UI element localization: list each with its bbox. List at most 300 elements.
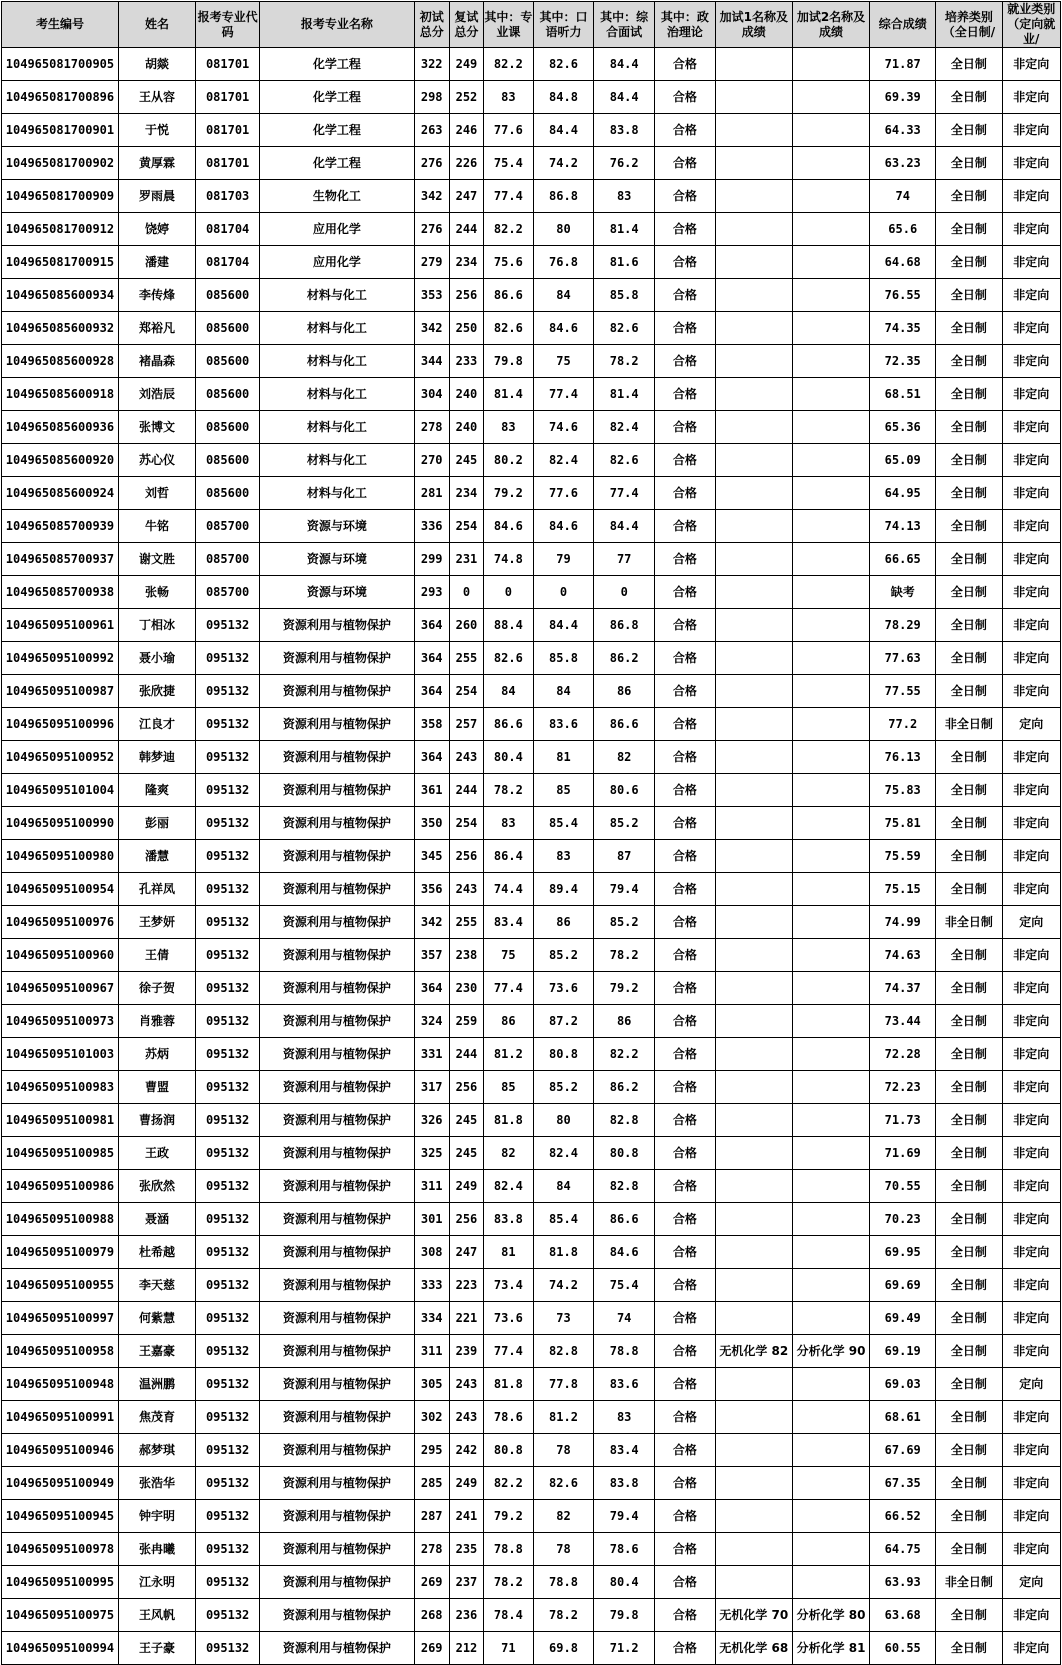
cell-major-name: 资源利用与植物保护 (260, 906, 414, 939)
cell-student-id: 104965085600924 (2, 477, 119, 510)
table-row (2, 48, 1061, 81)
cell-major-course: 81.8 (484, 1104, 534, 1137)
cell-politics: 合格 (655, 642, 716, 675)
table-row (2, 1368, 1061, 1401)
cell-prelim-total: 325 (414, 1137, 449, 1170)
cell-name: 温洲鹏 (118, 1368, 195, 1401)
cell-major-course: 83.8 (484, 1203, 534, 1236)
cell-extra-test-2 (792, 1071, 869, 1104)
cell-major-course: 79.2 (484, 477, 534, 510)
cell-retest-total: 260 (449, 609, 483, 642)
cell-extra-test-1 (715, 510, 792, 543)
cell-retest-total: 256 (449, 279, 483, 312)
cell-extra-test-1 (715, 1203, 792, 1236)
cell-major-code: 085700 (196, 576, 260, 609)
cell-prelim-total: 364 (414, 972, 449, 1005)
cell-retest-total: 257 (449, 708, 483, 741)
cell-major-course: 75.4 (484, 147, 534, 180)
cell-retest-total: 221 (449, 1302, 483, 1335)
cell-interview: 86 (594, 675, 655, 708)
cell-final-score: 76.55 (870, 279, 936, 312)
cell-study-type: 全日制 (936, 279, 1002, 312)
cell-employment-type: 非定向 (1002, 1467, 1061, 1500)
cell-student-id: 104965095100976 (2, 906, 119, 939)
cell-student-id: 104965095100981 (2, 1104, 119, 1137)
table-row (2, 807, 1061, 840)
cell-major-code: 085600 (196, 279, 260, 312)
cell-name: 牛铭 (118, 510, 195, 543)
cell-final-score: 69.03 (870, 1368, 936, 1401)
table-row (2, 873, 1061, 906)
cell-employment-type: 非定向 (1002, 741, 1061, 774)
cell-politics: 合格 (655, 1533, 716, 1566)
cell-final-score: 64.75 (870, 1533, 936, 1566)
cell-employment-type: 非定向 (1002, 675, 1061, 708)
cell-prelim-total: 353 (414, 279, 449, 312)
cell-major-code: 095132 (196, 1071, 260, 1104)
cell-prelim-total: 364 (414, 741, 449, 774)
cell-major-name: 资源利用与植物保护 (260, 1170, 414, 1203)
cell-politics: 合格 (655, 312, 716, 345)
cell-retest-total: 212 (449, 1632, 483, 1665)
cell-student-id: 104965095100988 (2, 1203, 119, 1236)
cell-major-course: 86.6 (484, 708, 534, 741)
cell-major-code: 095132 (196, 1599, 260, 1632)
cell-name: 聂涵 (118, 1203, 195, 1236)
cell-retest-total: 240 (449, 411, 483, 444)
cell-interview: 80.8 (594, 1137, 655, 1170)
cell-final-score: 70.23 (870, 1203, 936, 1236)
cell-extra-test-1 (715, 213, 792, 246)
cell-employment-type: 非定向 (1002, 444, 1061, 477)
cell-oral-listening: 82.4 (533, 1137, 594, 1170)
cell-politics: 合格 (655, 1104, 716, 1137)
cell-major-course: 84 (484, 675, 534, 708)
cell-employment-type: 非定向 (1002, 1302, 1061, 1335)
cell-name: 焦茂育 (118, 1401, 195, 1434)
cell-student-id: 104965095100946 (2, 1434, 119, 1467)
column-header-major-course: 其中：专业课 (484, 2, 534, 48)
cell-oral-listening: 85.4 (533, 807, 594, 840)
cell-major-code: 081701 (196, 147, 260, 180)
table-row (2, 840, 1061, 873)
cell-employment-type: 非定向 (1002, 576, 1061, 609)
cell-major-name: 资源利用与植物保护 (260, 1566, 414, 1599)
cell-name: 张欣然 (118, 1170, 195, 1203)
cell-final-score: 73.44 (870, 1005, 936, 1038)
cell-major-course: 79.2 (484, 1500, 534, 1533)
cell-student-id: 104965085700939 (2, 510, 119, 543)
cell-extra-test-2 (792, 642, 869, 675)
cell-interview: 86.6 (594, 708, 655, 741)
cell-name: 苏心仪 (118, 444, 195, 477)
cell-interview: 79.2 (594, 972, 655, 1005)
cell-prelim-total: 324 (414, 1005, 449, 1038)
table-row (2, 1203, 1061, 1236)
cell-major-name: 资源利用与植物保护 (260, 873, 414, 906)
cell-extra-test-1 (715, 741, 792, 774)
cell-prelim-total: 333 (414, 1269, 449, 1302)
cell-study-type: 全日制 (936, 1236, 1002, 1269)
cell-prelim-total: 311 (414, 1170, 449, 1203)
cell-oral-listening: 82 (533, 1500, 594, 1533)
cell-student-id: 104965081700909 (2, 180, 119, 213)
cell-politics: 合格 (655, 1071, 716, 1104)
cell-student-id: 104965095100985 (2, 1137, 119, 1170)
cell-retest-total: 243 (449, 1368, 483, 1401)
cell-study-type: 全日制 (936, 1368, 1002, 1401)
cell-prelim-total: 268 (414, 1599, 449, 1632)
cell-name: 彭丽 (118, 807, 195, 840)
cell-major-code: 095132 (196, 1104, 260, 1137)
cell-study-type: 全日制 (936, 1500, 1002, 1533)
cell-employment-type: 非定向 (1002, 1236, 1061, 1269)
cell-study-type: 全日制 (936, 411, 1002, 444)
cell-major-name: 资源利用与植物保护 (260, 1599, 414, 1632)
cell-retest-total: 244 (449, 774, 483, 807)
cell-major-course: 80.8 (484, 1434, 534, 1467)
table-row (2, 708, 1061, 741)
cell-extra-test-2 (792, 48, 869, 81)
cell-extra-test-1 (715, 411, 792, 444)
cell-study-type: 全日制 (936, 1434, 1002, 1467)
cell-interview: 81.4 (594, 213, 655, 246)
cell-student-id: 104965095100949 (2, 1467, 119, 1500)
cell-oral-listening: 83 (533, 840, 594, 873)
cell-major-course: 79.8 (484, 345, 534, 378)
cell-study-type: 全日制 (936, 312, 1002, 345)
cell-major-code: 081701 (196, 48, 260, 81)
cell-major-name: 资源利用与植物保护 (260, 1401, 414, 1434)
cell-oral-listening: 86.8 (533, 180, 594, 213)
cell-major-name: 材料与化工 (260, 378, 414, 411)
cell-prelim-total: 308 (414, 1236, 449, 1269)
cell-name: 谢文胜 (118, 543, 195, 576)
table-row (2, 543, 1061, 576)
cell-interview: 84.4 (594, 81, 655, 114)
cell-extra-test-1 (715, 81, 792, 114)
cell-major-code: 085600 (196, 444, 260, 477)
cell-name: 钟宇明 (118, 1500, 195, 1533)
cell-extra-test-1 (715, 840, 792, 873)
cell-oral-listening: 87.2 (533, 1005, 594, 1038)
cell-politics: 合格 (655, 147, 716, 180)
cell-name: 刘浩辰 (118, 378, 195, 411)
cell-major-code: 085600 (196, 312, 260, 345)
table-row (2, 1137, 1061, 1170)
cell-oral-listening: 85.8 (533, 642, 594, 675)
cell-extra-test-2 (792, 939, 869, 972)
cell-extra-test-2 (792, 312, 869, 345)
cell-major-course: 83 (484, 411, 534, 444)
cell-major-course: 0 (484, 576, 534, 609)
cell-major-course: 81 (484, 1236, 534, 1269)
cell-major-code: 095132 (196, 1236, 260, 1269)
cell-major-course: 86.6 (484, 279, 534, 312)
table-row (2, 1071, 1061, 1104)
cell-final-score: 69.69 (870, 1269, 936, 1302)
cell-major-code: 081703 (196, 180, 260, 213)
cell-major-course: 83 (484, 81, 534, 114)
table-row (2, 1236, 1061, 1269)
cell-prelim-total: 293 (414, 576, 449, 609)
cell-prelim-total: 364 (414, 609, 449, 642)
cell-extra-test-1 (715, 1401, 792, 1434)
column-header-extra-test-2: 加试2名称及成绩 (792, 2, 869, 48)
cell-interview: 83 (594, 1401, 655, 1434)
cell-student-id: 104965095100987 (2, 675, 119, 708)
cell-oral-listening: 74.2 (533, 147, 594, 180)
cell-student-id: 104965085600934 (2, 279, 119, 312)
cell-name: 王风帆 (118, 1599, 195, 1632)
cell-extra-test-2 (792, 741, 869, 774)
cell-oral-listening: 84.4 (533, 609, 594, 642)
cell-oral-listening: 84.8 (533, 81, 594, 114)
cell-retest-total: 238 (449, 939, 483, 972)
cell-major-course: 86.4 (484, 840, 534, 873)
cell-oral-listening: 77.6 (533, 477, 594, 510)
cell-major-course: 81.8 (484, 1368, 534, 1401)
cell-politics: 合格 (655, 807, 716, 840)
cell-student-id: 104965085600932 (2, 312, 119, 345)
cell-extra-test-2 (792, 1533, 869, 1566)
cell-extra-test-1 (715, 345, 792, 378)
cell-extra-test-1 (715, 1170, 792, 1203)
cell-employment-type: 非定向 (1002, 411, 1061, 444)
cell-prelim-total: 364 (414, 675, 449, 708)
cell-name: 李天慈 (118, 1269, 195, 1302)
cell-study-type: 全日制 (936, 576, 1002, 609)
cell-oral-listening: 81 (533, 741, 594, 774)
cell-prelim-total: 361 (414, 774, 449, 807)
cell-politics: 合格 (655, 1401, 716, 1434)
cell-student-id: 104965095100996 (2, 708, 119, 741)
cell-interview: 79.8 (594, 1599, 655, 1632)
cell-retest-total: 240 (449, 378, 483, 411)
cell-oral-listening: 0 (533, 576, 594, 609)
cell-employment-type: 非定向 (1002, 1269, 1061, 1302)
cell-study-type: 全日制 (936, 246, 1002, 279)
column-header-oral-listening: 其中：口语听力 (533, 2, 594, 48)
cell-major-code: 095132 (196, 906, 260, 939)
cell-major-code: 085600 (196, 477, 260, 510)
cell-name: 刘哲 (118, 477, 195, 510)
table-row (2, 906, 1061, 939)
cell-major-code: 095132 (196, 972, 260, 1005)
cell-oral-listening: 82.6 (533, 48, 594, 81)
cell-study-type: 全日制 (936, 477, 1002, 510)
cell-major-code: 095132 (196, 1038, 260, 1071)
cell-extra-test-1 (715, 1566, 792, 1599)
cell-student-id: 104965095100975 (2, 1599, 119, 1632)
cell-name: 隆爽 (118, 774, 195, 807)
cell-retest-total: 256 (449, 840, 483, 873)
cell-prelim-total: 276 (414, 213, 449, 246)
cell-student-id: 104965081700905 (2, 48, 119, 81)
cell-major-code: 095132 (196, 642, 260, 675)
cell-extra-test-1 (715, 1137, 792, 1170)
cell-interview: 84.6 (594, 1236, 655, 1269)
cell-final-score: 69.39 (870, 81, 936, 114)
cell-retest-total: 252 (449, 81, 483, 114)
cell-oral-listening: 81.2 (533, 1401, 594, 1434)
cell-extra-test-1 (715, 642, 792, 675)
cell-study-type: 全日制 (936, 1269, 1002, 1302)
cell-extra-test-2: 分析化学 90 (792, 1335, 869, 1368)
cell-interview: 87 (594, 840, 655, 873)
cell-prelim-total: 279 (414, 246, 449, 279)
cell-extra-test-1 (715, 906, 792, 939)
cell-study-type: 全日制 (936, 147, 1002, 180)
cell-retest-total: 254 (449, 675, 483, 708)
cell-employment-type: 非定向 (1002, 1500, 1061, 1533)
cell-final-score: 77.63 (870, 642, 936, 675)
cell-interview: 86.2 (594, 1071, 655, 1104)
cell-final-score: 72.35 (870, 345, 936, 378)
table-row (2, 939, 1061, 972)
table-row (2, 1302, 1061, 1335)
cell-extra-test-1 (715, 48, 792, 81)
cell-interview: 81.6 (594, 246, 655, 279)
cell-extra-test-1 (715, 708, 792, 741)
cell-final-score: 75.59 (870, 840, 936, 873)
cell-major-code: 095132 (196, 774, 260, 807)
cell-politics: 合格 (655, 1467, 716, 1500)
cell-extra-test-1 (715, 1368, 792, 1401)
cell-student-id: 104965095100967 (2, 972, 119, 1005)
cell-major-code: 081701 (196, 81, 260, 114)
cell-study-type: 全日制 (936, 1203, 1002, 1236)
cell-employment-type: 非定向 (1002, 1104, 1061, 1137)
cell-extra-test-1 (715, 1005, 792, 1038)
cell-student-id: 104965081700902 (2, 147, 119, 180)
cell-name: 王嘉豪 (118, 1335, 195, 1368)
cell-prelim-total: 269 (414, 1566, 449, 1599)
cell-employment-type: 非定向 (1002, 1599, 1061, 1632)
cell-interview: 76.2 (594, 147, 655, 180)
cell-employment-type: 定向 (1002, 1566, 1061, 1599)
cell-final-score: 65.36 (870, 411, 936, 444)
cell-retest-total: 234 (449, 477, 483, 510)
cell-prelim-total: 350 (414, 807, 449, 840)
cell-oral-listening: 69.8 (533, 1632, 594, 1665)
cell-major-name: 资源利用与植物保护 (260, 807, 414, 840)
cell-major-course: 80.2 (484, 444, 534, 477)
cell-major-name: 化学工程 (260, 81, 414, 114)
cell-final-score: 69.49 (870, 1302, 936, 1335)
cell-politics: 合格 (655, 741, 716, 774)
cell-major-code: 095132 (196, 708, 260, 741)
cell-final-score: 78.29 (870, 609, 936, 642)
cell-interview: 86.6 (594, 1203, 655, 1236)
cell-major-code: 095132 (196, 840, 260, 873)
column-header-major-code: 报考专业代码 (196, 2, 260, 48)
cell-major-name: 材料与化工 (260, 411, 414, 444)
cell-extra-test-2 (792, 345, 869, 378)
cell-prelim-total: 358 (414, 708, 449, 741)
cell-oral-listening: 78 (533, 1533, 594, 1566)
cell-oral-listening: 78.2 (533, 1599, 594, 1632)
cell-employment-type: 非定向 (1002, 1632, 1061, 1665)
cell-prelim-total: 356 (414, 873, 449, 906)
cell-extra-test-1 (715, 1434, 792, 1467)
cell-extra-test-1 (715, 543, 792, 576)
cell-student-id: 104965095100960 (2, 939, 119, 972)
cell-major-code: 081704 (196, 213, 260, 246)
cell-employment-type: 非定向 (1002, 1170, 1061, 1203)
cell-extra-test-1 (715, 114, 792, 147)
cell-name: 丁相冰 (118, 609, 195, 642)
cell-name: 王政 (118, 1137, 195, 1170)
cell-interview: 82.8 (594, 1170, 655, 1203)
cell-major-name: 化学工程 (260, 114, 414, 147)
cell-extra-test-2 (792, 411, 869, 444)
cell-major-course: 77.6 (484, 114, 534, 147)
cell-student-id: 104965095100973 (2, 1005, 119, 1038)
cell-interview: 82.6 (594, 312, 655, 345)
cell-extra-test-2 (792, 477, 869, 510)
cell-extra-test-2 (792, 609, 869, 642)
cell-student-id: 104965095100952 (2, 741, 119, 774)
column-header-extra-test-1: 加试1名称及成绩 (715, 2, 792, 48)
cell-retest-total: 237 (449, 1566, 483, 1599)
cell-employment-type: 非定向 (1002, 642, 1061, 675)
cell-employment-type: 非定向 (1002, 114, 1061, 147)
cell-extra-test-2 (792, 906, 869, 939)
cell-oral-listening: 85 (533, 774, 594, 807)
cell-politics: 合格 (655, 1236, 716, 1269)
cell-retest-total: 256 (449, 1071, 483, 1104)
cell-employment-type: 非定向 (1002, 477, 1061, 510)
cell-politics: 合格 (655, 774, 716, 807)
cell-extra-test-2 (792, 1137, 869, 1170)
cell-major-course: 81.2 (484, 1038, 534, 1071)
cell-study-type: 全日制 (936, 741, 1002, 774)
cell-name: 潘建 (118, 246, 195, 279)
cell-study-type: 全日制 (936, 444, 1002, 477)
cell-interview: 86.2 (594, 642, 655, 675)
cell-oral-listening: 74.6 (533, 411, 594, 444)
cell-oral-listening: 76.8 (533, 246, 594, 279)
column-header-final-score: 综合成绩 (870, 2, 936, 48)
cell-major-name: 资源利用与植物保护 (260, 741, 414, 774)
cell-extra-test-1 (715, 972, 792, 1005)
column-header-employment-type: 就业类别（定向就业/ (1002, 2, 1061, 48)
cell-student-id: 104965095100958 (2, 1335, 119, 1368)
cell-major-course: 82.6 (484, 642, 534, 675)
cell-interview: 83.8 (594, 1467, 655, 1500)
cell-politics: 合格 (655, 345, 716, 378)
cell-extra-test-1 (715, 675, 792, 708)
cell-politics: 合格 (655, 576, 716, 609)
cell-interview: 84.4 (594, 48, 655, 81)
cell-interview: 0 (594, 576, 655, 609)
cell-employment-type: 非定向 (1002, 1005, 1061, 1038)
cell-study-type: 全日制 (936, 807, 1002, 840)
cell-major-course: 82.4 (484, 1170, 534, 1203)
cell-major-course: 78.2 (484, 1566, 534, 1599)
cell-study-type: 全日制 (936, 873, 1002, 906)
cell-major-name: 应用化学 (260, 246, 414, 279)
cell-student-id: 104965095100983 (2, 1071, 119, 1104)
cell-oral-listening: 83.6 (533, 708, 594, 741)
cell-name: 孔祥凤 (118, 873, 195, 906)
cell-prelim-total: 317 (414, 1071, 449, 1104)
cell-prelim-total: 301 (414, 1203, 449, 1236)
cell-study-type: 非全日制 (936, 1566, 1002, 1599)
column-header-politics: 其中：政治理论 (655, 2, 716, 48)
cell-employment-type: 非定向 (1002, 81, 1061, 114)
